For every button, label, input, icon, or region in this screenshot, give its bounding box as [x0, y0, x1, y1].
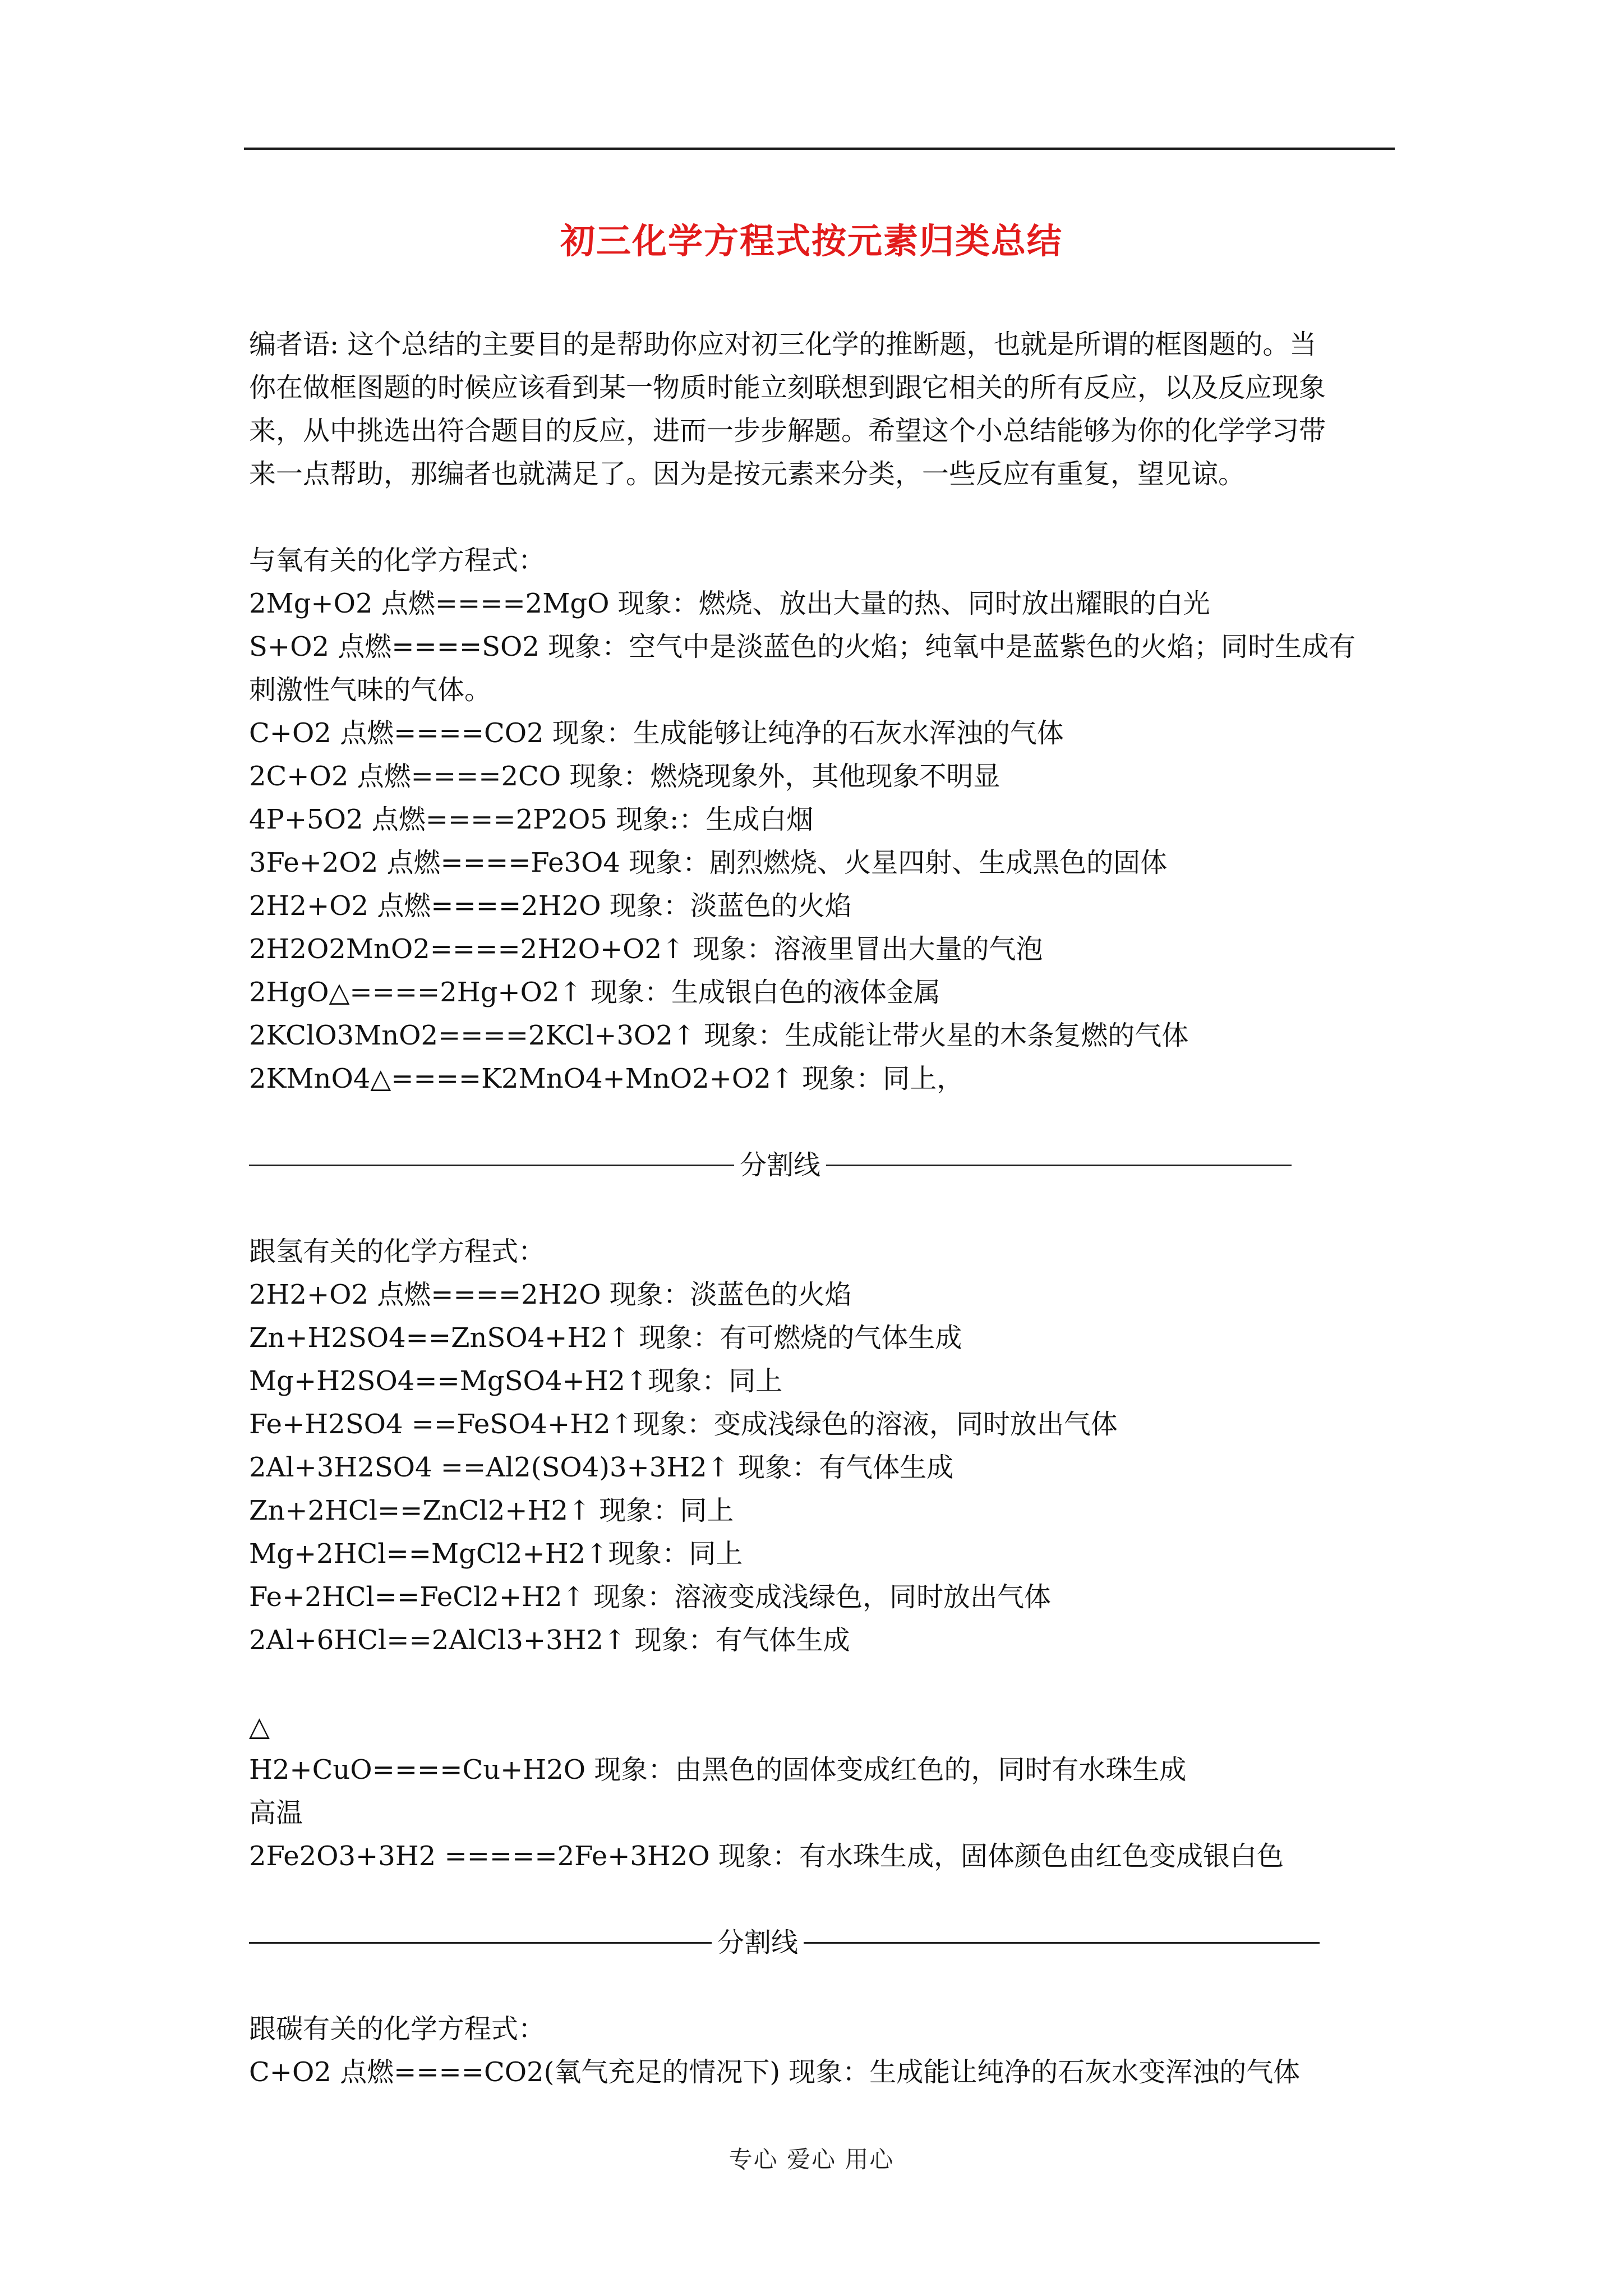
- equation-line: 2C+O2 点燃====2CO 现象：燃烧现象外，其他现象不明显: [249, 761, 1000, 792]
- equation-line: 2H2O2MnO2====2H2O+O2↑ 现象：溶液里冒出大量的气泡: [249, 933, 1043, 965]
- equation-line: 3Fe+2O2 点燃====Fe3O4 现象：剧烈燃烧、火星四射、生成黑色的固体: [249, 847, 1168, 878]
- equation-line: Mg+2HCl==MgCl2+H2↑现象：同上: [249, 1538, 743, 1570]
- separator-label: 分割线: [717, 1927, 799, 1958]
- oxygen-heading: 与氧有关的化学方程式：: [249, 545, 546, 576]
- equation-line: 2H2+O2 点燃====2H2O 现象：淡蓝色的火焰: [249, 890, 852, 922]
- reaction-condition: 高温: [249, 1797, 303, 1829]
- equation-line: 4P+5O2 点燃====2P2O5 现象:：生成白烟: [249, 804, 814, 835]
- document-title: 初三化学方程式按元素归类总结: [560, 220, 1063, 261]
- equation-line: 2KClO3MnO2====2KCl+3O2↑ 现象：生成能让带火星的木条复燃的气体: [249, 1020, 1189, 1051]
- equation-line: C+O2 点燃====CO2(氧气充足的情况下) 现象：生成能让纯净的石灰水变浑浊的气体: [249, 2056, 1301, 2088]
- header-rule: [244, 148, 1395, 150]
- equation-line: Zn+H2SO4==ZnSO4+H2↑ 现象：有可燃烧的气体生成: [249, 1322, 962, 1354]
- equation-line: 2HgO△====2Hg+O2↑ 现象：生成银白色的液体金属: [249, 977, 940, 1008]
- equation-line: Fe+H2SO4 ==FeSO4+H2↑现象：变成浅绿色的溶液，同时放出气体: [249, 1409, 1118, 1440]
- intro-line: 编者语: 这个总结的主要目的是帮助你应对初三化学的推断题，也就是所谓的框图题的。当: [249, 329, 1317, 360]
- intro-line: 你在做框图题的时候应该看到某一物质时能立刻联想到跟它相关的所有反应，以及反应现象: [249, 372, 1326, 403]
- equation-line: H2+CuO====Cu+H2O 现象：由黑色的固体变成红色的，同时有水珠生成: [249, 1754, 1187, 1786]
- intro-line: 来，从中挑选出符合题目的反应，进而一步步解题。希望这个小总结能够为你的化学学习带: [249, 415, 1326, 447]
- hydrogen-heading: 跟氢有关的化学方程式：: [249, 1236, 546, 1267]
- equation-line: Fe+2HCl==FeCl2+H2↑ 现象：溶液变成浅绿色，同时放出气体: [249, 1581, 1052, 1613]
- equation-line: C+O2 点燃====CO2 现象：生成能够让纯净的石灰水浑浊的气体: [249, 717, 1064, 749]
- equation-line: S+O2 点燃====SO2 现象：空气中是淡蓝色的火焰；纯氧中是蓝紫色的火焰；同时生成有: [249, 631, 1356, 662]
- page-footer: 专心 爱心 用心: [728, 2146, 895, 2173]
- separator-label: 分割线: [740, 1149, 821, 1181]
- intro-line: 来一点帮助，那编者也就满足了。因为是按元素来分类，一些反应有重复，望见谅。: [249, 458, 1246, 490]
- equation-line: 2Al+6HCl==2AlCl3+3H2↑ 现象：有气体生成: [249, 1625, 850, 1656]
- equation-line: 刺激性气味的气体。: [249, 674, 492, 706]
- intro-paragraph: [249, 323, 1399, 496]
- equation-line: 2Fe2O3+3H2 =====2Fe+3H2O 现象：有水珠生成，固体颜色由红色变成银白色: [249, 1841, 1284, 1872]
- section-separator: [249, 1144, 1399, 1187]
- equation-line: 2Al+3H2SO4 ==Al2(SO4)3+3H2↑ 现象：有气体生成: [249, 1452, 954, 1483]
- section-separator: [249, 1921, 1399, 1964]
- reaction-condition: △: [249, 1711, 270, 1742]
- document-body: [249, 323, 1399, 2094]
- equation-line: Mg+H2SO4==MgSO4+H2↑现象：同上: [249, 1365, 783, 1397]
- carbon-heading: 跟碳有关的化学方程式：: [249, 2013, 546, 2045]
- equation-line: Zn+2HCl==ZnCl2+H2↑ 现象：同上: [249, 1495, 734, 1526]
- equation-line: 2KMnO4△====K2MnO4+MnO2+O2↑ 现象：同上，: [249, 1063, 964, 1094]
- equation-line: 2H2+O2 点燃====2H2O 现象：淡蓝色的火焰: [249, 1279, 852, 1310]
- equation-line: 2Mg+O2 点燃====2MgO 现象：燃烧、放出大量的热、同时放出耀眼的白光: [249, 588, 1210, 619]
